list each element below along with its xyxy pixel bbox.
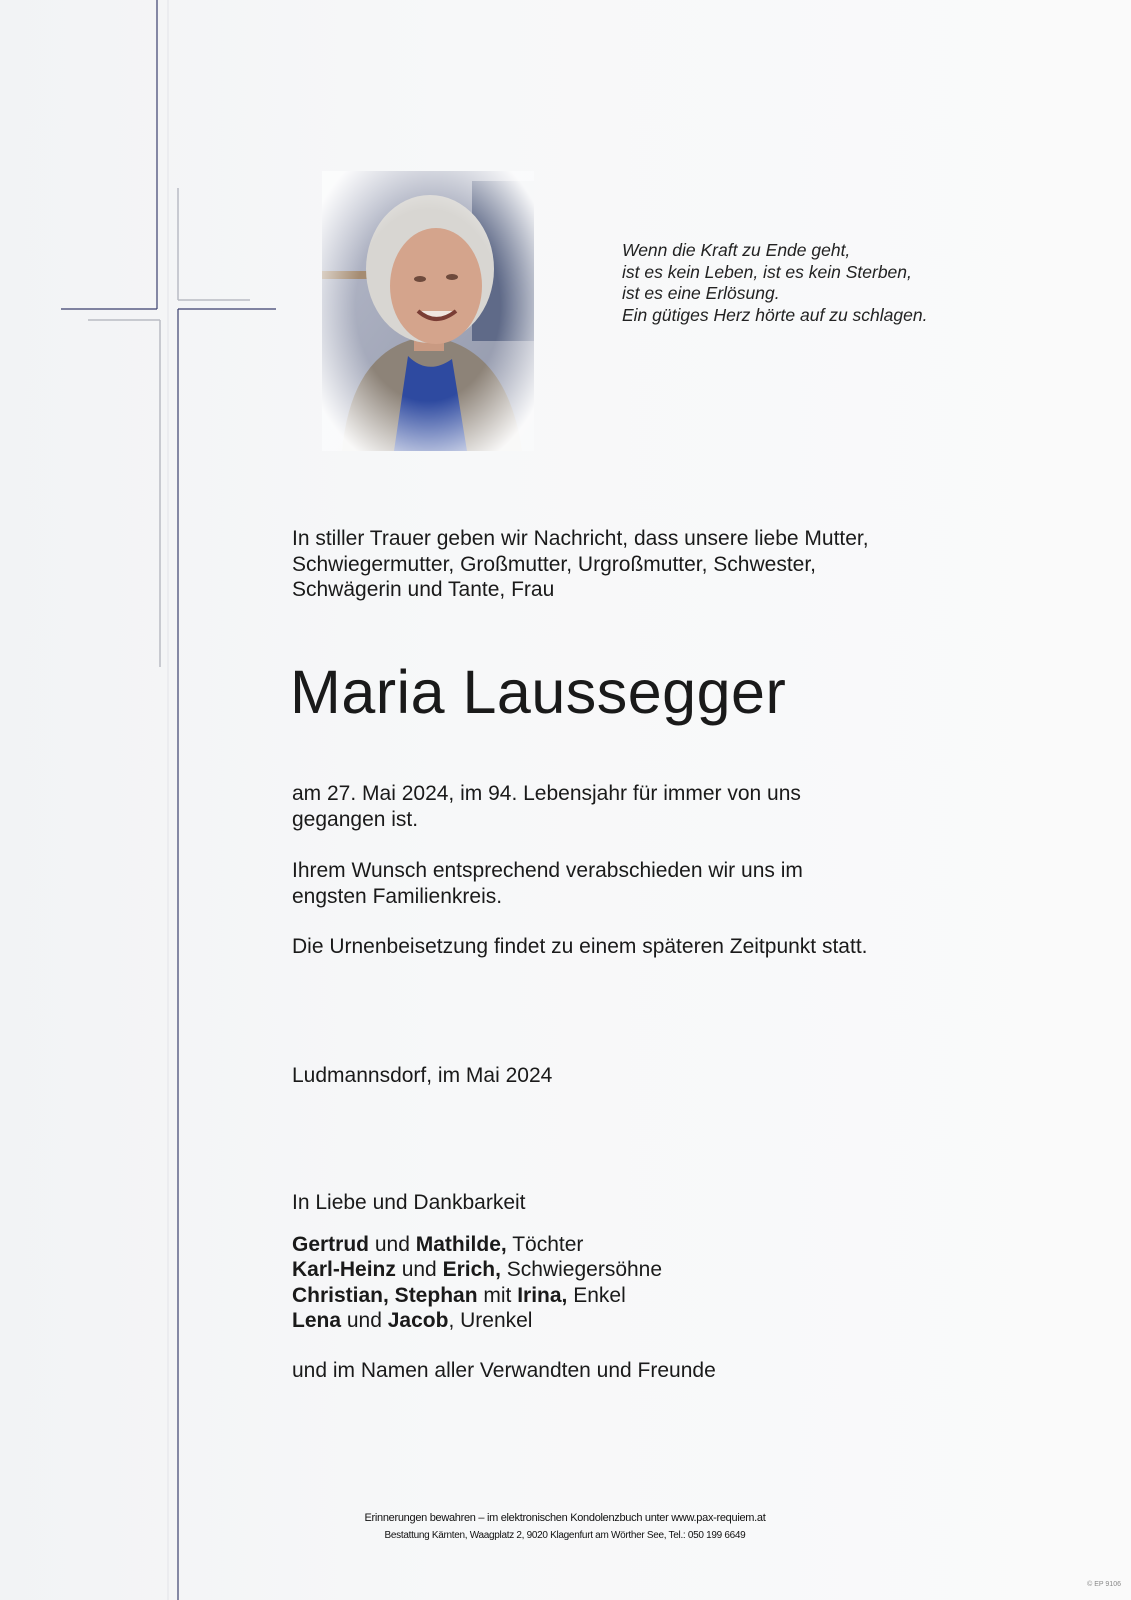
relation: Töchter <box>506 1232 584 1256</box>
burial-line: Die Urnenbeisetzung findet zu einem späteren Zeitpunkt statt. <box>292 935 868 958</box>
announcement-line: Schwiegermutter, Großmutter, Urgroßmutter, Schwester, <box>292 552 817 576</box>
connector: und <box>395 1258 443 1281</box>
print-code: © EP 9106 <box>1087 1581 1121 1588</box>
connector: mit <box>477 1283 518 1307</box>
mourner-name: Karl-Heinz <box>292 1258 396 1281</box>
mourner-name: Lena <box>292 1309 342 1332</box>
wish-line: Ihrem Wunsch entsprechend verabschieden wir uns im <box>292 859 803 882</box>
mourners-block <box>292 1190 1092 1383</box>
mourner-name: Jacob <box>387 1309 449 1332</box>
mourner-row <box>292 1257 1092 1283</box>
passing-line: am 27. Mai 2024, im 94. Lebensjahr für immer von uns <box>292 782 801 805</box>
deceased-name: Maria Laussegger <box>290 658 787 726</box>
mourner-row <box>292 1232 1092 1258</box>
announcement-text <box>292 526 1092 603</box>
announcement-line: Schwägerin und Tante, Frau <box>292 578 555 601</box>
quote-line: ist es kein Leben, ist es kein Sterben, <box>622 261 912 282</box>
mourner-name: Erich, <box>442 1258 501 1281</box>
footer-condolence-line: Erinnerungen bewahren – im elektronischen Kondolenzbuch unter www.pax-requiem.at <box>364 1512 766 1524</box>
burial-text <box>292 934 1092 960</box>
announcement-line: In stiller Trauer geben wir Nachricht, dass unsere liebe Mutter, <box>292 527 869 550</box>
mourner-name: Christian, Stephan <box>292 1283 478 1307</box>
poem-quote <box>622 240 1042 326</box>
passing-line: gegangen ist. <box>292 807 419 831</box>
footer <box>200 1510 930 1544</box>
wish-line: engsten Familienkreis. <box>292 884 503 908</box>
mourner-name: Irina, <box>517 1283 568 1307</box>
place-date-line: Ludmannsdorf, im Mai 2024 <box>292 1064 553 1087</box>
quote-line: Wenn die Kraft zu Ende geht, <box>622 240 851 260</box>
connector: und <box>369 1232 416 1256</box>
mourners-intro: In Liebe und Dankbarkeit <box>292 1191 526 1214</box>
passing-text <box>292 781 1092 832</box>
quote-line: ist es eine Erlösung. <box>622 283 780 303</box>
portrait-photo <box>322 171 534 451</box>
mourners-closing: und im Namen aller Verwandten und Freunde <box>292 1358 716 1382</box>
connector: und <box>341 1309 388 1332</box>
wish-text <box>292 858 1092 909</box>
mourner-name: Mathilde, <box>415 1232 507 1256</box>
relation: , Urenkel <box>448 1309 533 1332</box>
relation: Schwiegersöhne <box>500 1258 663 1281</box>
cross-ornament <box>0 0 300 1600</box>
quote-line: Ein gütiges Herz hörte auf zu schlagen. <box>622 304 928 325</box>
mourner-row <box>292 1308 1092 1334</box>
footer-address-line: Bestattung Kärnten, Waagplatz 2, 9020 Klagenfurt am Wörther See, Tel.: 050 199 6649 <box>384 1530 746 1541</box>
mourner-row <box>292 1283 1092 1309</box>
place-date <box>292 1063 1092 1089</box>
relation: Enkel <box>567 1283 626 1307</box>
mourner-name: Gertrud <box>292 1232 370 1256</box>
